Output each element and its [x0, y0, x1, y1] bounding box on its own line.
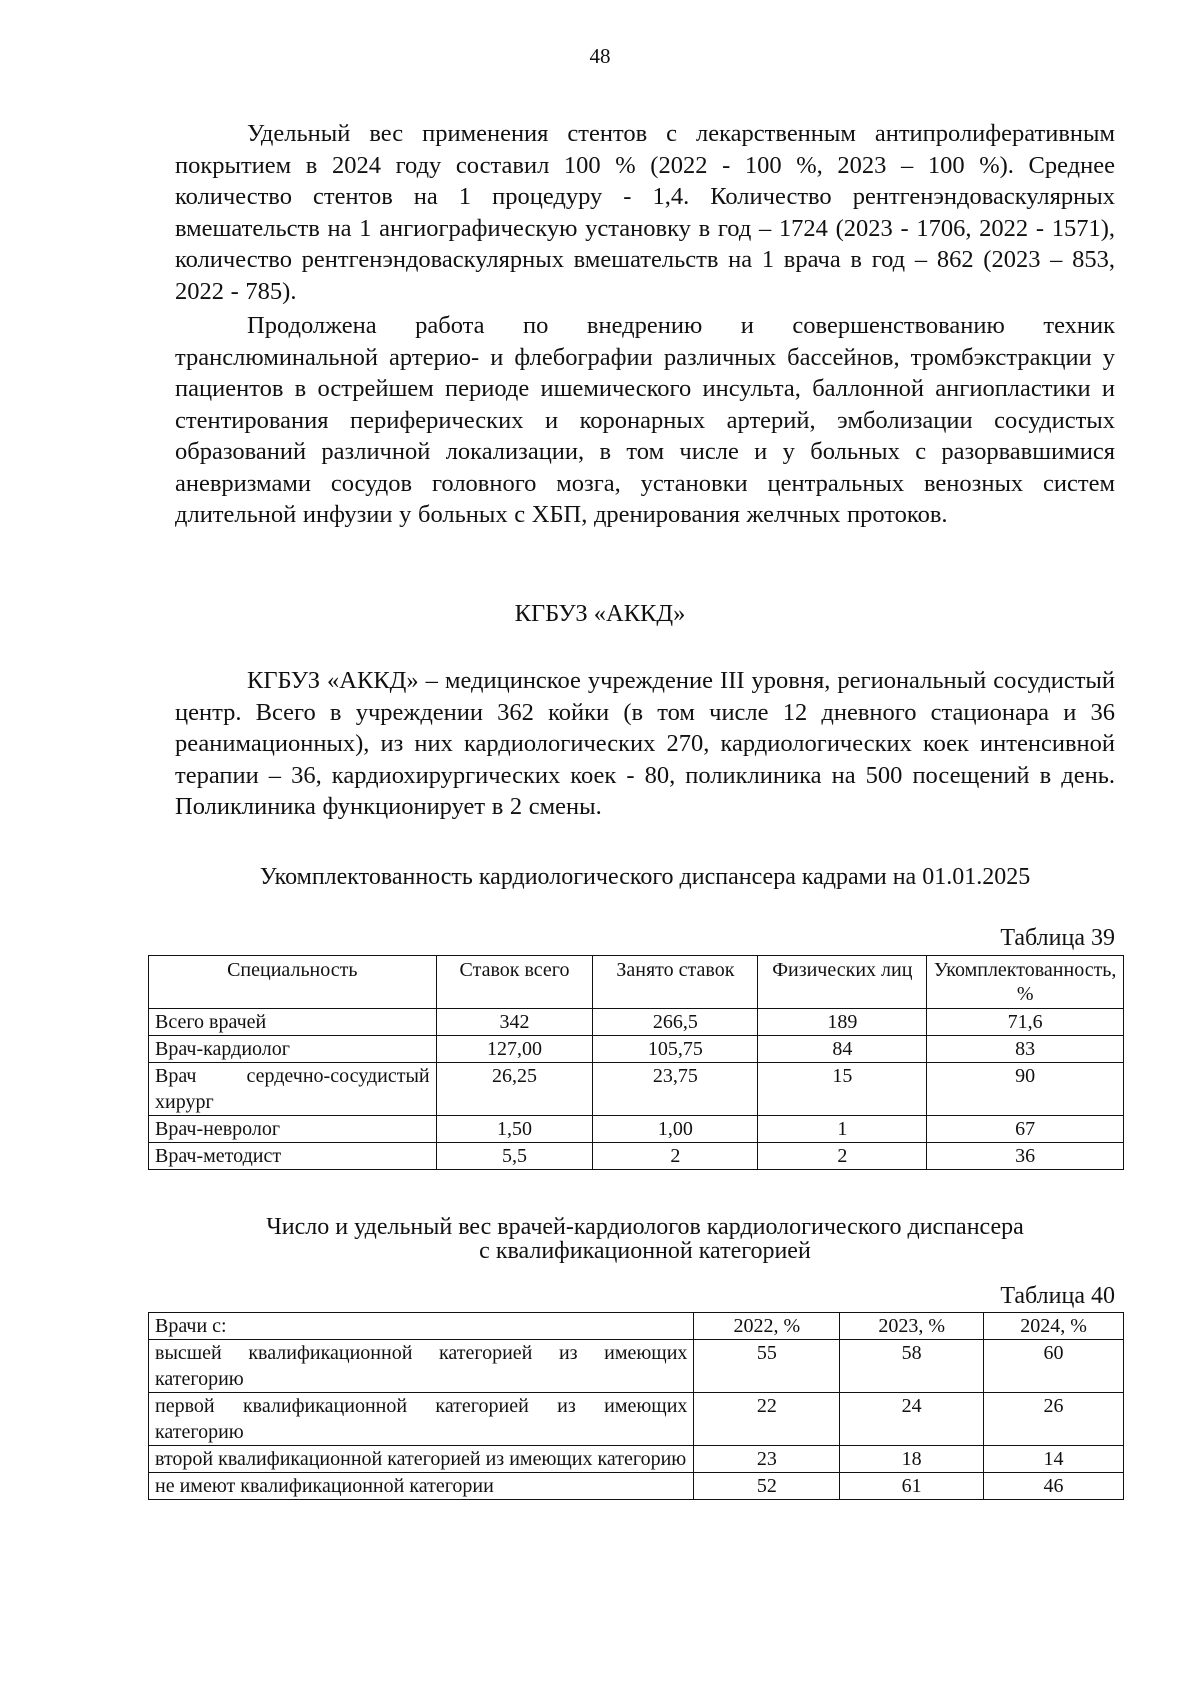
cell-occupied-rates: 1,00: [593, 1116, 758, 1143]
header-specialty: Специальность: [149, 956, 437, 1009]
paragraph-institution-text: КГБУЗ «АККД» – медицинское учреждение III уровня, региональный сосудистый центр. Всего в учреждении 362 койки (в том числе 12 дневного стационара и 36 реанимационных), из них кардиологических 270, кардиологических коек интенсивной терапии – 36, кардиохирургических коек - 80, поликлиника на 500 посещений в день. Поликлиника функционирует в 2 смены.: [175, 667, 1115, 820]
cell-occupied-rates: 105,75: [593, 1036, 758, 1063]
table-row: [149, 1063, 1124, 1116]
cell-staffing-percent: 36: [927, 1143, 1124, 1170]
cell-specialty: Врач сердечно-сосудистый хирург: [149, 1063, 437, 1116]
cell-2024: 46: [984, 1473, 1124, 1500]
cell-category: второй квалификационной категорией из имеющих категорию: [149, 1446, 694, 1473]
cell-2023: 61: [840, 1473, 984, 1500]
cell-2024: 60: [984, 1340, 1124, 1393]
table-header-row: [149, 1313, 1124, 1340]
header-persons: Физических лиц: [758, 956, 927, 1009]
table-row: [149, 1446, 1124, 1473]
cell-staffing-percent: 71,6: [927, 1009, 1124, 1036]
cell-staffing-percent: 90: [927, 1063, 1124, 1116]
cell-2022: 52: [694, 1473, 840, 1500]
cell-2022: 55: [694, 1340, 840, 1393]
header-occupied-rates: Занято ставок: [593, 956, 758, 1009]
cell-occupied-rates: 23,75: [593, 1063, 758, 1116]
paragraph-techniques-text: Продолжена работа по внедрению и совершенствованию техник транслюминальной артерио- и флебографии различных бассейнов, тромбэкстракции у пациентов в острейшем периоде ишемического инсульта, баллонной ангиопластики и стентирования периферических и коронарных артерий, эмболизации сосудистых образований различной локализации, в том числе и у больных с разорвавшимися аневризмами сосудов головного мозга, установки центральных венозных систем длительной инфузии у больных с ХБП, дренирования желчных протоков.: [175, 312, 1115, 528]
cell-persons: 189: [758, 1009, 927, 1036]
cell-specialty: Врач-невролог: [149, 1116, 437, 1143]
cell-staffing-percent: 83: [927, 1036, 1124, 1063]
section-heading: КГБУЗ «АККД»: [514, 600, 686, 627]
table-row: [149, 1036, 1124, 1063]
cell-persons: 2: [758, 1143, 927, 1170]
cell-occupied-rates: 266,5: [593, 1009, 758, 1036]
header-2024: 2024, %: [984, 1313, 1124, 1340]
staffing-table: [148, 955, 1124, 1170]
cell-persons: 84: [758, 1036, 927, 1063]
paragraph-techniques: [175, 310, 1115, 531]
paragraph-stents-text: Удельный вес применения стентов с лекарственным антипролиферативным покрытием в 2024 году составил 100 % (2022 - 100 %, 2023 – 100 %). Среднее количество стентов на 1 процедуру - 1,4. Количество рентгенэндоваскулярных вмешательств на 1 ангиографическую установку в год – 1724 (2023 - 1706, 2022 - 1571), количество рентгенэндоваскулярных вмешательств на 1 врача в год – 862 (2023 – 853, 2022 - 785).: [175, 120, 1115, 305]
cell-total-rates: 26,25: [436, 1063, 593, 1116]
page-number: 48: [589, 44, 611, 68]
table-header-row: [149, 956, 1124, 1009]
cell-specialty: Врач-методист: [149, 1143, 437, 1170]
table-row: [149, 1143, 1124, 1170]
cell-2024: 26: [984, 1393, 1124, 1446]
header-2023: 2023, %: [840, 1313, 984, 1340]
cell-total-rates: 127,00: [436, 1036, 593, 1063]
header-staffing-percent: Укомплектованность, %: [927, 956, 1124, 1009]
cell-2023: 24: [840, 1393, 984, 1446]
cell-2022: 23: [694, 1446, 840, 1473]
table-row: [149, 1340, 1124, 1393]
header-2022: 2022, %: [694, 1313, 840, 1340]
cell-total-rates: 5,5: [436, 1143, 593, 1170]
cell-persons: 1: [758, 1116, 927, 1143]
header-total-rates: Ставок всего: [436, 956, 593, 1009]
cell-2023: 18: [840, 1446, 984, 1473]
cell-2024: 14: [984, 1446, 1124, 1473]
header-doctors-with: Врачи с:: [149, 1313, 694, 1340]
qualification-table: [148, 1312, 1124, 1500]
cell-category: высшей квалификационной категорией из имеющих категорию: [149, 1340, 694, 1393]
cell-occupied-rates: 2: [593, 1143, 758, 1170]
table-row: [149, 1393, 1124, 1446]
table-row: [149, 1473, 1124, 1500]
cell-2023: 58: [840, 1340, 984, 1393]
cell-total-rates: 1,50: [436, 1116, 593, 1143]
table-40-caption: [175, 1215, 1115, 1263]
table-40-label: Таблица 40: [1000, 1283, 1115, 1309]
cell-category: первой квалификационной категорией из имеющих категорию: [149, 1393, 694, 1446]
cell-specialty: Всего врачей: [149, 1009, 437, 1036]
table-row: [149, 1009, 1124, 1036]
cell-category: не имеют квалификационной категории: [149, 1473, 694, 1500]
cell-persons: 15: [758, 1063, 927, 1116]
cell-total-rates: 342: [436, 1009, 593, 1036]
cell-2022: 22: [694, 1393, 840, 1446]
table-39-caption: Укомплектованность кардиологического диспансера кадрами на 01.01.2025: [259, 864, 1031, 890]
paragraph-stents: [175, 118, 1115, 307]
table-40-caption-line-1: Число и удельный вес врачей-кардиологов кардиологического диспансера: [266, 1214, 1024, 1240]
table-row: [149, 1116, 1124, 1143]
cell-specialty: Врач-кардиолог: [149, 1036, 437, 1063]
table-39-label: Таблица 39: [1000, 925, 1115, 951]
cell-staffing-percent: 67: [927, 1116, 1124, 1143]
table-40-caption-line-2: с квалификационной категорией: [479, 1238, 811, 1264]
paragraph-institution: [175, 665, 1115, 823]
